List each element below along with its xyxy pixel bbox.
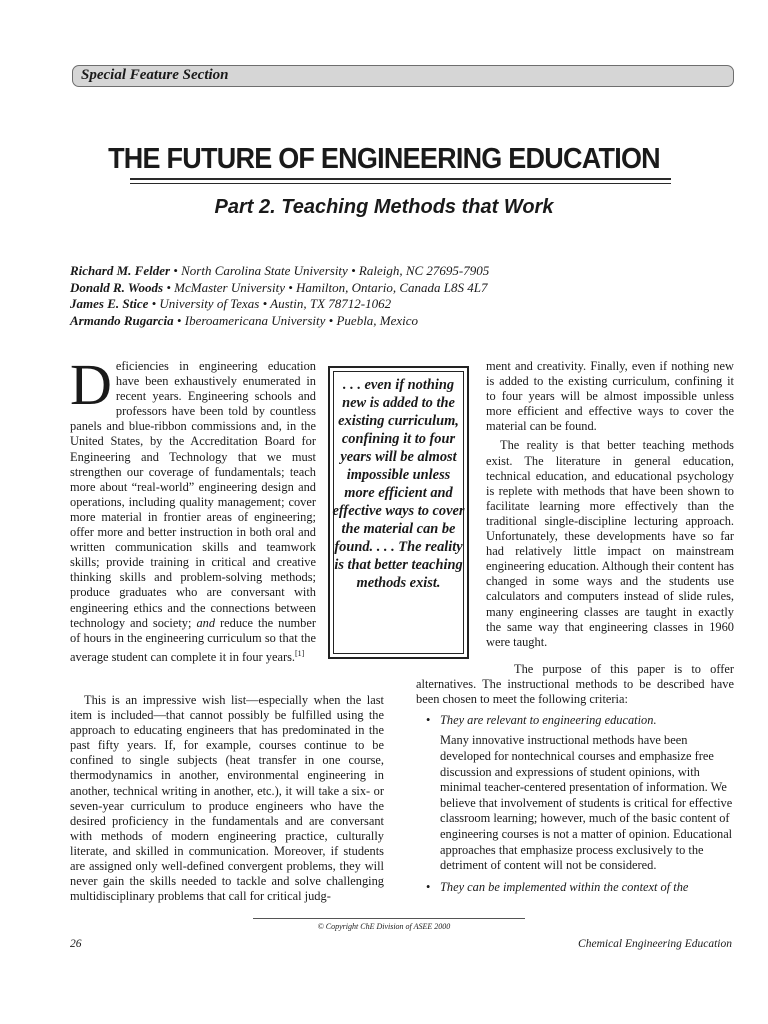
author-location: Austin, TX 78712-1062 — [270, 296, 392, 311]
list-item — [416, 880, 734, 895]
right-column-top — [486, 359, 734, 650]
author-affiliation: Iberoamericana University — [184, 312, 326, 328]
author-location: Puebla, Mexico — [336, 312, 419, 328]
author-affiliation: North Carolina State University — [181, 263, 348, 278]
criterion-heading: They are relevant to engineering education. — [440, 713, 657, 728]
pull-quote-box — [328, 366, 469, 659]
page-number: 26 — [70, 938, 82, 950]
author-location: Raleigh, NC 27695-7905 — [358, 263, 490, 278]
author-name: James E. Stice — [70, 296, 149, 311]
criterion-heading: They can be implemented within the context of the — [440, 879, 689, 894]
author-list — [70, 263, 489, 329]
intro-text-end: reduce the number of hours in the engineering curriculum so that the average student can complete it in four years. — [70, 615, 316, 664]
title-rule-top — [130, 178, 671, 180]
reference-marker: [1] — [295, 648, 305, 658]
criterion-body: Many innovative instructional methods have been developed for nontechnical courses and emphasize free discussion and expressions of student opinions, with minimal teacher-centered presentation of information. We believe that involvement of students is critical for effective classroom learning; however, much of the basic content of engineering courses is not a matter of opinion. Educational approaches that emphasize process exclusively to the detriment of content will not be considered. — [440, 733, 733, 873]
left-column-bottom — [70, 693, 384, 904]
body-paragraph: This is an impressive wish list—especially when the last item is included—that cannot possibly be fulfilled using the approach to educating engineers that has predominated in the past fifty years. If, for example, courses continue to be confined to single subjects (heat transfer in one course, thermodynamics in another, environmental engineering in another, technical writing in another, etc.), it will take a six- or seven-year curriculum to produce engineers who have the desired proficiency in the fundamentals and are conversant with methods of modern engineering practice, culturally literate, and skilled in communication. Moreover, if students are assigned only well-defined convergent problems, they will never gain the skills needed to tackle and solve challenging multidisciplinary problems that call for critical judg- — [70, 693, 384, 904]
author-name: Richard M. Felder — [70, 263, 171, 278]
left-column-top — [70, 352, 316, 665]
body-paragraph: The purpose of this paper is to offer alternatives. The instructional methods to be described have been chosen to meet the following criteria: — [416, 662, 734, 707]
intro-text: eficiencies in engineering education have been exhaustively enumerated in recent years. Engineering schools and professors have been told by countless panels and blue-ribbon commissions and, in the United States, by the Accreditation Board for Engineering and Technology that we must strengthen our coverage of fundamentals; teach more about “real-world” engineering design and operations, including quality management; cover more material in frontier areas of engineering; offer more and better instruction in both oral and written communication skills and teamwork skills; provide training in critical and creative thinking skills and problem-solving methods; produce graduates who are conversant with engineering ethics and the connections between technology and society; — [70, 359, 316, 630]
author-name: Donald R. Woods — [70, 279, 164, 295]
bullet-icon: • — [426, 879, 431, 894]
author-line: Richard M. Felder • North Carolina State University • Raleigh, NC 27695-7905 — [70, 263, 490, 278]
body-paragraph: The reality is that better teaching methods exist. The literature in general education, technical education, and educational psychology is replete with methods that have been shown to facilitate learning more effectively than the traditional single-discipline lecturing approach. Unfortunately, these developments have so far had relatively little impact on mainstream engineering education. Although their content has changed in some ways and the students use calculators and computers instead of slide rules, many engineering classes are taught in exactly the same way that engineering classes in 1960 were taught. — [486, 438, 734, 649]
list-item — [416, 713, 734, 873]
author-line: Armando Rugarcia • Iberoamericana University • Puebla, Mexico — [70, 312, 419, 328]
copyright-notice: © Copyright ChE Division of ASEE 2000 — [317, 922, 451, 931]
author-name: Armando Rugarcia — [70, 312, 174, 328]
journal-name: Chemical Engineering Education — [578, 938, 732, 950]
drop-cap: D — [70, 352, 112, 417]
intro-emphasis: and — [196, 615, 216, 630]
author-line: James E. Stice • University of Texas • Austin, TX 78712-1062 — [70, 296, 392, 311]
article-subtitle: Part 2. Teaching Methods that Work — [214, 196, 554, 218]
author-line: Donald R. Woods • McMaster University • Hamilton, Ontario, Canada L8S 4L7 — [70, 279, 488, 295]
article-title: THE FUTURE OF ENGINEERING EDUCATION — [108, 143, 660, 175]
footer-rule — [253, 918, 525, 919]
author-affiliation: McMaster University — [174, 279, 285, 295]
right-column-bottom — [416, 662, 734, 895]
title-rule-bottom — [130, 183, 671, 184]
section-banner-label: Special Feature Section — [81, 67, 229, 83]
body-paragraph: ment and creativity. Finally, even if nothing new is added to the existing curriculum, confining it to four years will be almost impossible unless more efficient and effective ways to cover the material can be found. — [486, 359, 734, 434]
criteria-list — [416, 713, 734, 895]
author-location: Hamilton, Ontario, Canada L8S 4L7 — [296, 279, 488, 295]
section-banner — [72, 65, 734, 87]
author-affiliation: University of Texas — [159, 296, 260, 311]
bullet-icon: • — [426, 713, 431, 728]
intro-paragraph — [70, 352, 316, 665]
pull-quote-text: . . . even if nothing new is added to the existing curriculum, confining it to four years will be almost impossible unless more efficient and effective ways to cover the material can be found. . . . The reality is that better teaching methods exist. — [332, 377, 465, 591]
